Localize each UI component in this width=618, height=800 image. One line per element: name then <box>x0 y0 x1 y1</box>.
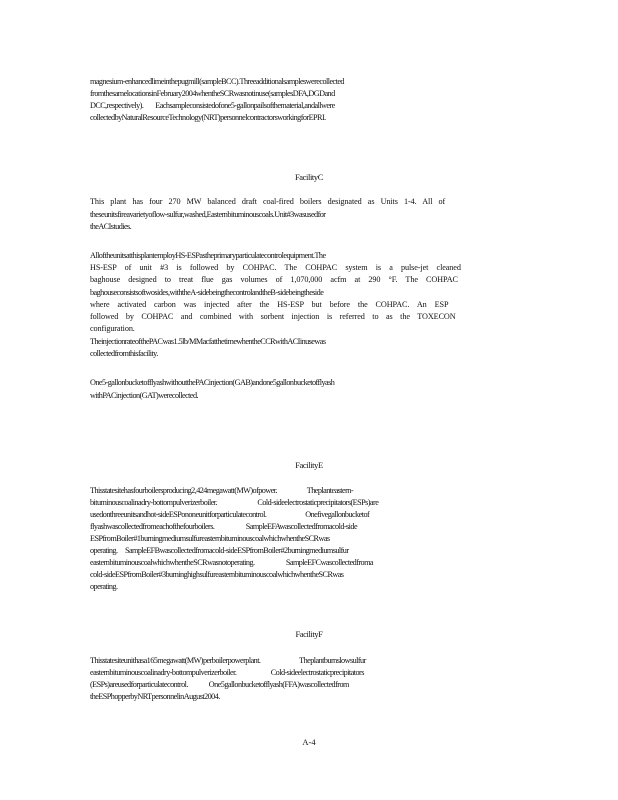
facility-c-line: baghouseconsistsoftwosides,withtheA-sidebeingthecontrolandtheB-sidebeingtheside <box>90 288 324 297</box>
facility-c-line: where activated carbon was injected after the HS-ESP but before the COHPAC. An ESP <box>90 300 449 309</box>
facility-f-line: easternbituminouscoalinadry-bottompulverizerboiler. Cold-sideelectrostaticprecipitators <box>90 668 364 677</box>
facility-e-line: usedonthreeunitsandhot-sideESPononeunitforparticulatecontrol. Onefivegallonbucketof <box>90 510 370 519</box>
facility-c-line: configuration. <box>90 324 135 333</box>
facility-c-heading: FacilityC <box>294 172 324 182</box>
facility-e-heading: FacilityE <box>295 460 323 470</box>
facility-e-line: easternbituminouscoalwhichwhentheSCRwasnotoperating. SampleEFCwascollectedfroma <box>90 558 373 567</box>
intro-line: fromthesamelocationsinFebruary2004whentheSCRwasnotinuse(samplesDFA,DGDand <box>90 89 335 98</box>
intro-line: magnesium-enhancedlimeinthepugmill(sampleBCC).Threeadditionalsampleswerecollected <box>90 77 344 86</box>
intro-line: DCC,respectively). Eachsampleconsistedofone5-gallonpailsofthematerial,andallwere <box>90 101 335 110</box>
facility-c-line: withPACinjection(GAT)werecollected. <box>90 391 199 400</box>
facility-f-line: (ESPs)areusedforparticulatecontrol. One5gallonbucketofflyash(FFA)wascollectedfrom <box>90 680 349 689</box>
facility-e-line: Thisstatesitehasfourboilersproducing2,424megawatt(MW)ofpower. Theplanteastern- <box>90 486 354 495</box>
facility-c-line: followed by COHPAC and combined with sorbent injection is referred to as the TOXECON <box>90 312 456 321</box>
facility-f-line: theESPhopperbyNRTpersonnelinAugust2004. <box>90 692 220 701</box>
facility-c-justified-line <box>90 196 512 207</box>
facility-c-line: collectedfromthisfacility. <box>90 349 158 358</box>
facility-c-line: baghouse designed to treat flue gas volumes of 1,070,000 acfm at 290 °F. The COHPAC <box>90 275 458 284</box>
intro-line: collectedbyNaturalResourceTechnology(NRT)personnelcontractorsworkingforEPRI. <box>90 113 326 122</box>
facility-e-line: flyashwascollectedfromeachofthefourboilers. SampleEFAwascollectedfromacold-side <box>90 522 358 531</box>
page-number: A-4 <box>302 737 316 747</box>
facility-e-line: operating. SampleEFBwascollectedfromacold-sideESPfromBoiler#2burningmediumsulfur <box>90 546 349 555</box>
facility-f-heading: FacilityF <box>295 629 323 639</box>
facility-e-line: operating. <box>90 582 118 591</box>
facility-c-line: HS-ESP of unit #3 is followed by COHPAC. The COHPAC system is a pulse-jet cleaned <box>90 263 461 272</box>
facility-f-line: Thisstatesiteunithasa165megawatt(MW)perboilerpowerplant. Theplantburnslowsulfur <box>90 656 366 665</box>
facility-c-line: theseunitsfireavarietyoflow-sulfur,washed,Easternbituminouscoals.Unit#3wasusedfor <box>90 210 326 219</box>
facility-c-line: theACIstudies. <box>90 222 132 231</box>
facility-e-line: ESPfromBoiler#1burningmediumsulfureasternbituminouscoalwhichwhentheSCRwas <box>90 534 330 543</box>
facility-e-line: bituminouscoalinadry-bottompulverizerboiler. Cold-sideelectrostaticprecipitators(ESPs)are <box>90 498 379 507</box>
facility-c-line: One5-gallonbucketofflyashwithoutthePACinjection(GAB)andone5gallonbucketofflyash <box>90 378 335 387</box>
facility-e-line: cold-sideESPfromBoiler#3burninghighsulfureasternbituminouscoalwhichwhentheSCRwas <box>90 570 344 579</box>
facility-c-line: AlloftheunitsatthisplantemployHS-ESPastheprimaryparticulatecontrolequipment.The <box>90 251 326 260</box>
justified-text: This plant has four 270 MW balanced draft coal-fired boilers designated as Units 1-4. All of <box>90 197 446 206</box>
facility-c-line: TheinjectionrateofthePACwas1.5lb/MMacfatthetimewhentheCCRwithACIinusewas <box>90 337 326 346</box>
